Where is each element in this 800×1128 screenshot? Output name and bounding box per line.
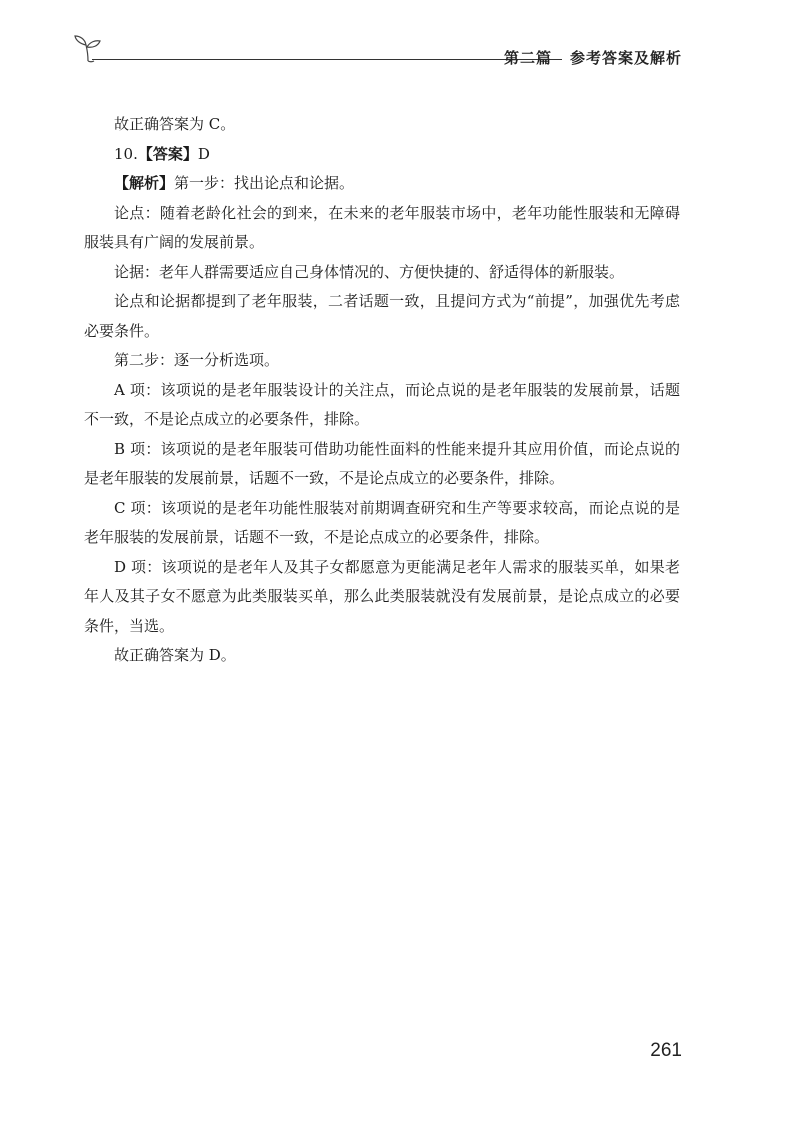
page-body (84, 110, 680, 671)
option-b-paragraph: B 项：该项说的是老年服装可借助功能性面料的性能来提升其应用价值，而论点说的是老年服装的发展前景，话题不一致，不是论点成立的必要条件，排除。 (84, 439, 680, 487)
running-header (72, 30, 682, 70)
evidence-paragraph: 论据：老年人群需要适应自己身体情况的、方便快捷的、舒适得体的新服装。 (114, 262, 625, 281)
option-c-paragraph: C 项：该项说的是老年功能性服装对前期调查研究和生产等要求较高，而论点说的是老年服装的发展前景，话题不一致，不是论点成立的必要条件，排除。 (84, 498, 680, 546)
option-a-paragraph: A 项：该项说的是老年服装设计的关注点，而论点说的是老年服装的发展前景，话题不一致，不是论点成立的必要条件，排除。 (84, 380, 680, 428)
answer-label: 【答案】 (137, 144, 198, 163)
header-part: 第二篇 (503, 49, 552, 67)
answer-value: D (197, 144, 210, 163)
option-d-paragraph: D 项：该项说的是老年人及其子女都愿意为更能满足老年人需求的服装买单，如果老年人及其子女不愿意为此类服装买单，那么此类服装就没有发展前景，是论点成立的必要条件，当选。 (84, 557, 680, 635)
analysis-label: 【解析】 (114, 174, 175, 192)
header-section: 参考答案及解析 (569, 49, 682, 67)
step-two-paragraph: 第二步：逐一分析选项。 (114, 351, 280, 369)
analysis-step-one (84, 169, 680, 199)
question-10-answer (84, 140, 680, 170)
previous-answer-line: 故正确答案为 C。 (114, 115, 236, 133)
relation-paragraph: 论点和论据都提到了老年服装，二者话题一致，且提问方式为“前提”，加强优先考虑必要条件。 (84, 292, 680, 340)
header-title (504, 47, 682, 68)
page-number: 261 (650, 1040, 682, 1061)
header-rule (92, 59, 562, 60)
thesis-paragraph: 论点：随着老龄化社会的到来，在未来的老年服装市场中，老年功能性服装和无障碍服装具有广阔的发展前景。 (84, 203, 680, 251)
analysis-step-one-text: 第一步：找出论点和论据。 (174, 174, 355, 192)
question-number: 10. (114, 144, 138, 163)
final-answer-line: 故正确答案为 D。 (114, 646, 236, 664)
